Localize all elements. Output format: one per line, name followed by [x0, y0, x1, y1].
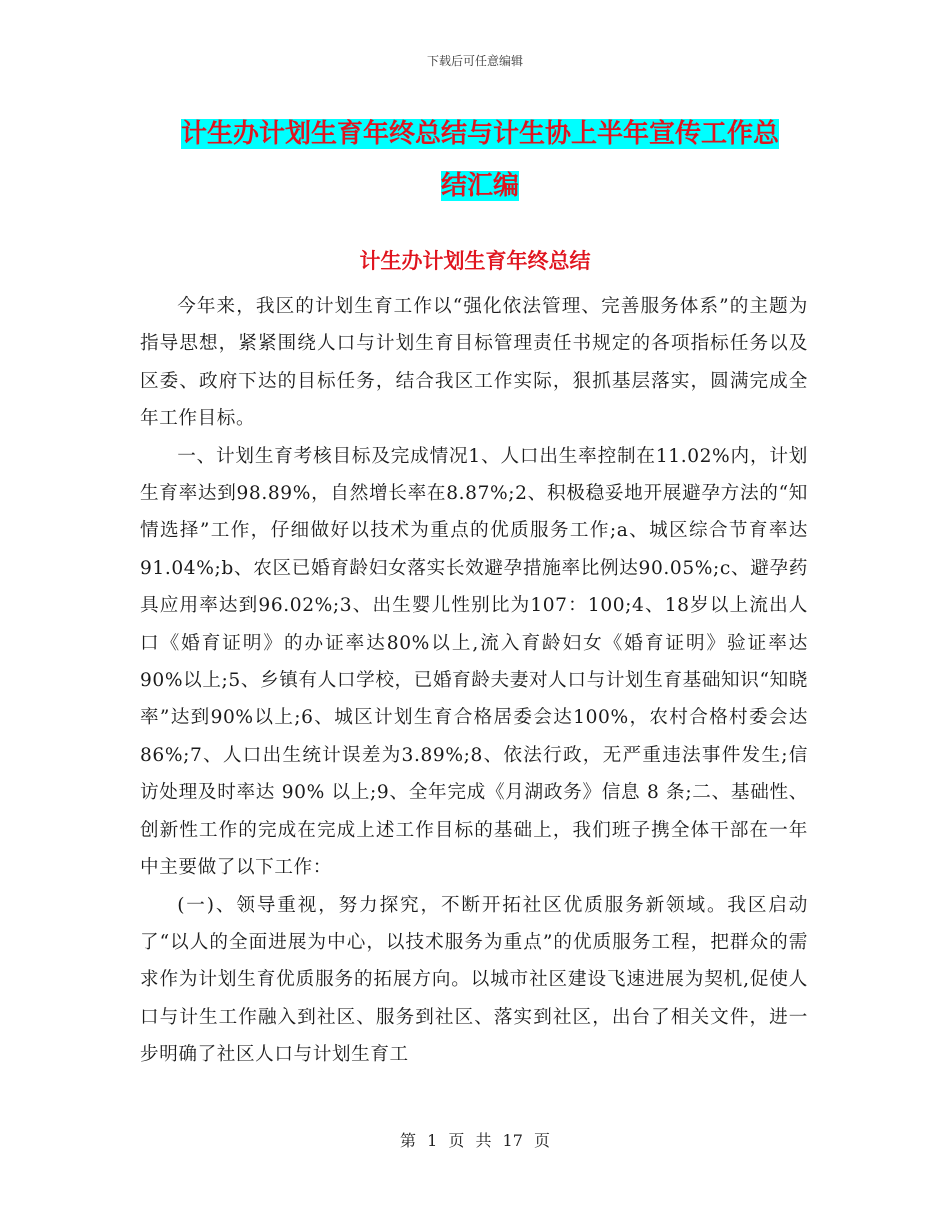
paragraph: 一、计划生育考核目标及完成情况1、人口出生率控制在11.02%内，计划生育率达到98.89%，自然增长率在8.87%;2、积极稳妥地开展避孕方法的“知情选择”工作，仔细做好以技术为重点的优质服务工作;a、城区综合节育率达91.04%;b、农区已婚育龄妇女落实长效避孕措施率比例达90.05%;c、避孕药具应用率达到96.02%;3、出生婴儿性别比为107：100;4、18岁以上流出人口《婚育证明》的办证率达80%以上,流入育龄妇女《婚育证明》验证率达90%以上;5、乡镇有人口学校，已婚育龄夫妻对人口与计划生育基础知识“知晓率”达到90%以上;6、城区计划生育合格居委会达100%，农村合格村委会达86%;7、人口出生统计误差为3.89%;8、依法行政，无严重违法事件发生;信访处理及时率达 90% 以上;9、全年完成《月湖政务》信息 8 条;二、基础性、创新性工作的完成在完成上述工作目标的基础上，我们班子携全体干部在一年中主要做了以下工作： [140, 445, 808, 879]
page-footer: 第 1 页 共 17 页 [400, 1131, 550, 1150]
section-title: 计生办计划生育年终总结 [359, 249, 591, 273]
body-text [140, 288, 808, 1074]
document-title-line-2: 结汇编 [440, 171, 519, 201]
paragraph: 今年来，我区的计划生育工作以“强化依法管理、完善服务体系”的主题为指导思想，紧紧围绕人口与计划生育目标管理责任书规定的各项指标任务以及区委、政府下达的目标任务，结合我区工作实际，狠抓基层落实，圆满完成全年工作目标。 [140, 296, 808, 430]
paragraph: (一)、领导重视，努力探究，不断开拓社区优质服务新领域。我区启动了“以人的全面进展为中心，以技术服务为重点”的优质服务工程，把群众的需求作为计划生育优质服务的拓展方向。以城市社区建设飞速进展为契机,促使人口与计生工作融入到社区、服务到社区、落实到社区，出台了相关文件，进一步明确了社区人口与计划生育工 [140, 894, 808, 1066]
document-title [140, 108, 820, 212]
document-title-line-1: 计生办计划生育年终总结与计生协上半年宣传工作总 [180, 119, 779, 149]
page-header-note: 下载后可任意编辑 [426, 54, 523, 68]
